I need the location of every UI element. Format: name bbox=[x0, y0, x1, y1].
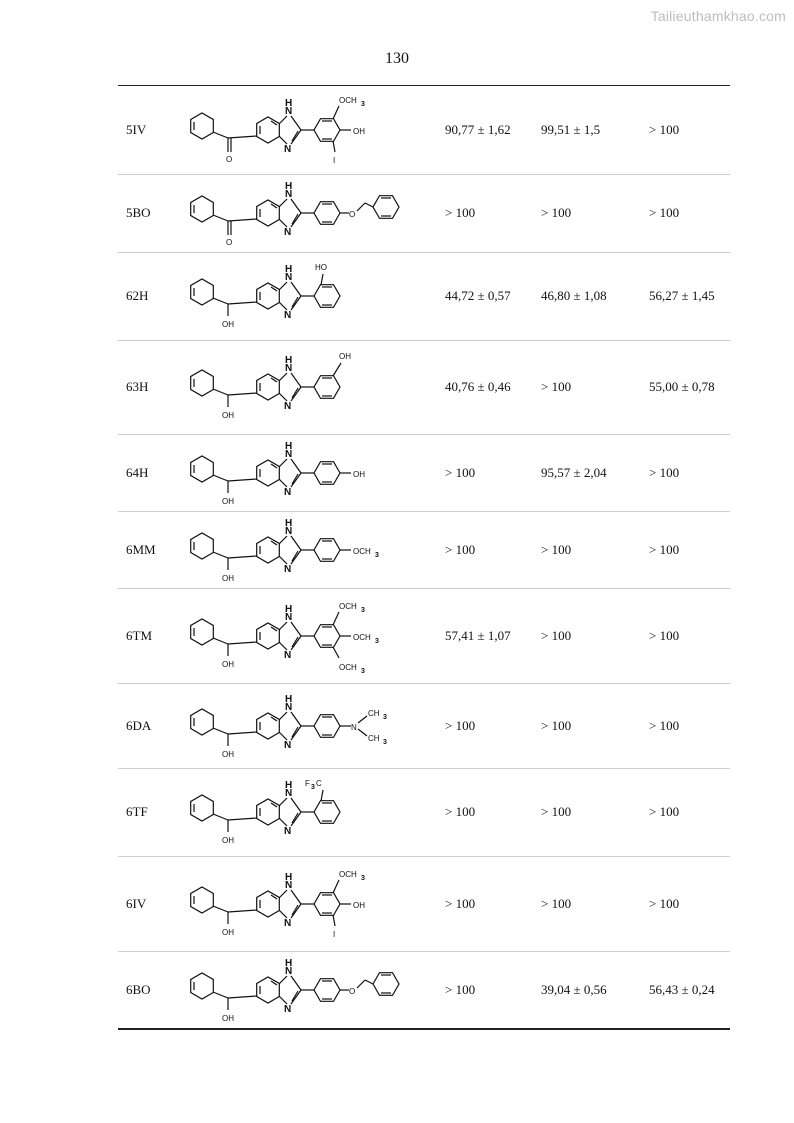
atom-label: O bbox=[349, 987, 356, 996]
atom-label: OCH bbox=[339, 602, 357, 611]
atom-label: O bbox=[349, 210, 356, 219]
atom-label: N bbox=[284, 564, 292, 575]
molecule-svg bbox=[182, 340, 446, 434]
atom-label: F bbox=[305, 779, 310, 788]
table-row bbox=[118, 683, 730, 769]
molecule-svg bbox=[182, 588, 446, 683]
atom-label: OH bbox=[222, 750, 234, 759]
atom-label: OH bbox=[339, 352, 351, 361]
atom-label: OCH bbox=[339, 663, 357, 672]
compound-id: 6IV bbox=[126, 895, 147, 911]
atom-label: N bbox=[284, 918, 292, 929]
atom-label: N bbox=[285, 272, 293, 283]
table-row bbox=[118, 768, 730, 857]
value-col-2: > 100 bbox=[541, 541, 572, 557]
compound-id: 6TM bbox=[126, 627, 152, 643]
atom-label: OH bbox=[222, 660, 234, 669]
atom-label: OCH bbox=[353, 547, 371, 556]
value-col-3: 55,00 ± 0,78 bbox=[649, 379, 715, 394]
svg-text:3: 3 bbox=[361, 875, 365, 882]
value-col-1: 90,77 ± 1,62 bbox=[445, 122, 511, 137]
compound-id: 5IV bbox=[126, 122, 147, 137]
structure-drawing bbox=[182, 252, 446, 340]
atom-label: N bbox=[285, 966, 293, 977]
structure-drawing bbox=[182, 86, 446, 174]
value-col-3: > 100 bbox=[649, 804, 680, 819]
atom-label: N bbox=[285, 363, 293, 374]
value-col-1: > 100 bbox=[445, 895, 476, 911]
atom-label: N bbox=[284, 487, 292, 498]
svg-text:3: 3 bbox=[311, 784, 315, 791]
atom-label: OH bbox=[353, 470, 365, 479]
atom-label: HO bbox=[315, 263, 327, 272]
table-row bbox=[118, 511, 730, 589]
atom-label: N bbox=[285, 449, 293, 460]
value-col-1: > 100 bbox=[445, 717, 476, 733]
table-row bbox=[118, 588, 730, 684]
structure-drawing bbox=[182, 511, 446, 588]
value-col-3: 56,27 ± 1,45 bbox=[649, 288, 715, 303]
svg-text:3: 3 bbox=[375, 638, 379, 645]
compound-id: 64H bbox=[126, 464, 149, 480]
value-col-2: 99,51 ± 1,5 bbox=[541, 122, 601, 137]
molecule-svg bbox=[182, 434, 446, 511]
table-row bbox=[118, 340, 730, 435]
atom-label: H bbox=[285, 355, 293, 366]
atom-label: I bbox=[333, 930, 336, 939]
molecule-svg bbox=[182, 86, 446, 174]
atom-label: N bbox=[284, 401, 292, 412]
atom-label: N bbox=[284, 650, 292, 661]
value-col-3: > 100 bbox=[649, 464, 680, 480]
svg-text:3: 3 bbox=[383, 739, 387, 746]
value-col-2: 39,04 ± 0,56 bbox=[541, 981, 607, 997]
value-col-2: > 100 bbox=[541, 205, 572, 220]
value-col-3: > 100 bbox=[649, 895, 680, 911]
atom-label: H bbox=[285, 181, 293, 192]
atom-label: OH bbox=[222, 320, 234, 329]
table-bottom-rule bbox=[118, 1028, 730, 1030]
compound-id: 5BO bbox=[126, 205, 151, 220]
table-row bbox=[118, 951, 730, 1028]
atom-label: OCH bbox=[339, 96, 357, 105]
compound-id: 6TF bbox=[126, 804, 148, 819]
atom-label: H bbox=[285, 441, 293, 452]
atom-label: CH bbox=[368, 734, 380, 743]
atom-label: H bbox=[285, 872, 293, 883]
structure-drawing bbox=[182, 856, 446, 951]
atom-label: N bbox=[285, 526, 293, 537]
value-col-3: > 100 bbox=[649, 205, 680, 220]
atom-label: N bbox=[285, 612, 293, 623]
atom-label: OCH bbox=[339, 870, 357, 879]
value-col-3: > 100 bbox=[649, 717, 680, 733]
value-col-1: 44,72 ± 0,57 bbox=[445, 288, 511, 303]
atom-label: OH bbox=[222, 574, 234, 583]
atom-label: I bbox=[333, 156, 336, 165]
svg-text:3: 3 bbox=[361, 668, 365, 675]
atom-label: H bbox=[285, 518, 293, 529]
value-col-2: 46,80 ± 1,08 bbox=[541, 288, 607, 303]
molecule-svg bbox=[182, 511, 446, 588]
table-row bbox=[118, 174, 730, 253]
atom-label: OH bbox=[353, 901, 365, 910]
atom-label: O bbox=[226, 238, 233, 247]
atom-label: H bbox=[285, 98, 293, 109]
value-col-2: > 100 bbox=[541, 379, 572, 394]
atom-label: O bbox=[226, 155, 233, 164]
molecule-svg bbox=[182, 252, 446, 340]
value-col-1: > 100 bbox=[445, 205, 476, 220]
atom-label: H bbox=[285, 264, 293, 275]
value-col-1: > 100 bbox=[445, 464, 476, 480]
atom-label: N bbox=[284, 826, 292, 837]
value-col-3: > 100 bbox=[649, 627, 680, 643]
molecule-svg bbox=[182, 951, 446, 1028]
svg-text:3: 3 bbox=[361, 101, 365, 108]
value-col-3: > 100 bbox=[649, 122, 680, 137]
compound-id: 6MM bbox=[126, 541, 156, 557]
compound-id: 6BO bbox=[126, 981, 151, 997]
structure-drawing bbox=[182, 768, 446, 856]
atom-label: N bbox=[285, 788, 293, 799]
atom-label: N bbox=[285, 880, 293, 891]
svg-text:3: 3 bbox=[361, 607, 365, 614]
table-row bbox=[118, 434, 730, 512]
atom-label: N bbox=[285, 106, 293, 117]
molecule-svg bbox=[182, 683, 446, 768]
table-row bbox=[118, 86, 730, 175]
atom-label: N bbox=[284, 1004, 292, 1015]
atom-label: N bbox=[351, 723, 357, 732]
structure-drawing bbox=[182, 340, 446, 434]
atom-label: N bbox=[284, 144, 292, 155]
svg-text:3: 3 bbox=[375, 552, 379, 559]
atom-label: OH bbox=[222, 928, 234, 937]
table-row bbox=[118, 856, 730, 952]
value-col-2: > 100 bbox=[541, 895, 572, 911]
compound-id: 63H bbox=[126, 379, 149, 394]
molecule-svg bbox=[182, 174, 446, 252]
atom-label: OH bbox=[222, 497, 234, 506]
atom-label: H bbox=[285, 604, 293, 615]
value-col-2: > 100 bbox=[541, 627, 572, 643]
structure-drawing bbox=[182, 951, 446, 1028]
table-row bbox=[118, 252, 730, 341]
compound-id: 6DA bbox=[126, 717, 152, 733]
value-col-1: > 100 bbox=[445, 804, 476, 819]
value-col-2: > 100 bbox=[541, 804, 572, 819]
svg-text:3: 3 bbox=[383, 714, 387, 721]
atom-label: N bbox=[285, 702, 293, 713]
molecule-svg bbox=[182, 856, 446, 951]
atom-label: N bbox=[284, 227, 292, 238]
molecule-svg bbox=[182, 768, 446, 856]
watermark: Tailieuthamkhao.com bbox=[650, 8, 786, 24]
value-col-2: 95,57 ± 2,04 bbox=[541, 464, 607, 480]
atom-label: OCH bbox=[353, 633, 371, 642]
structure-drawing bbox=[182, 174, 446, 252]
structure-drawing bbox=[182, 588, 446, 683]
atom-label: N bbox=[284, 310, 292, 321]
structure-drawing bbox=[182, 683, 446, 768]
structure-drawing bbox=[182, 434, 446, 511]
atom-label: H bbox=[285, 958, 293, 969]
atom-label: H bbox=[285, 694, 293, 705]
atom-label: OH bbox=[353, 127, 365, 136]
value-col-1: > 100 bbox=[445, 981, 476, 997]
atom-label: OH bbox=[222, 836, 234, 845]
atom-label: N bbox=[285, 189, 293, 200]
value-col-3: > 100 bbox=[649, 541, 680, 557]
page-number: 130 bbox=[385, 50, 409, 67]
atom-label: OH bbox=[222, 411, 234, 420]
atom-label: CH bbox=[368, 709, 380, 718]
compound-id: 62H bbox=[126, 288, 149, 303]
value-col-1: 40,76 ± 0,46 bbox=[445, 379, 511, 394]
value-col-3: 56,43 ± 0,24 bbox=[649, 981, 715, 997]
value-col-1: 57,41 ± 1,07 bbox=[445, 627, 511, 643]
atom-label: OH bbox=[222, 1014, 234, 1023]
atom-label: C bbox=[316, 779, 322, 788]
atom-label: N bbox=[284, 740, 292, 751]
atom-label: H bbox=[285, 780, 293, 791]
value-col-1: > 100 bbox=[445, 541, 476, 557]
value-col-2: > 100 bbox=[541, 717, 572, 733]
